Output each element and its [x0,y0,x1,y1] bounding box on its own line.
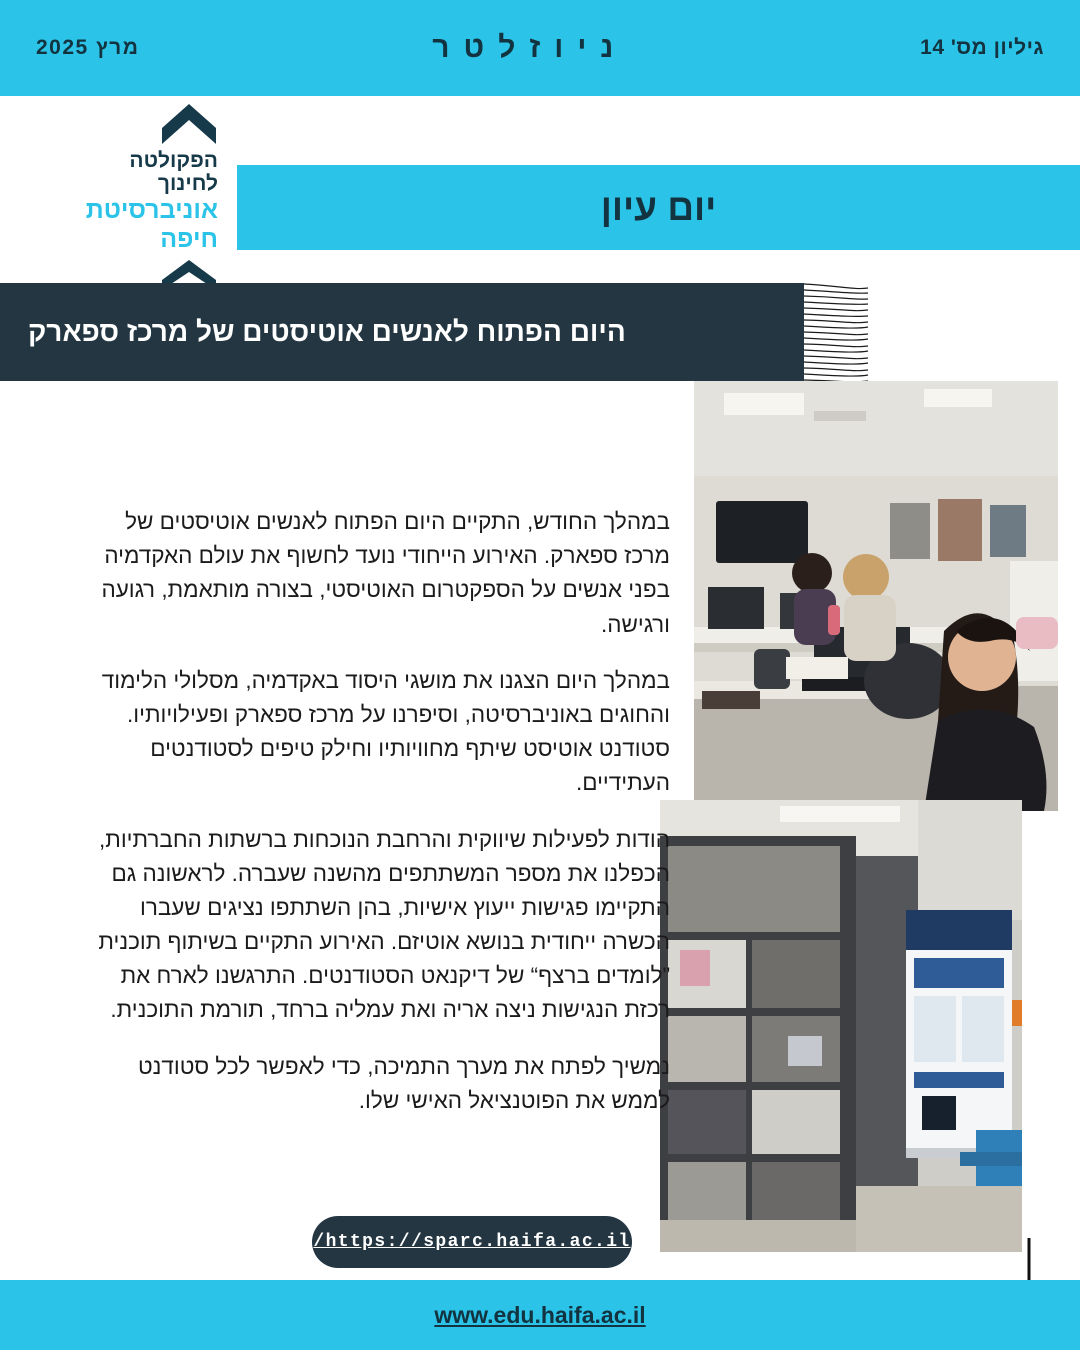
issue-date: מרץ 2025 [36,36,140,59]
photo-exhibition-stand-image [660,800,1022,1252]
university-logo [0,96,242,292]
logo-university-line2: חיפה [160,224,218,253]
chevron-up-icon [160,102,218,146]
sparc-link[interactable]: /https://sparc.haifa.ac.il [313,1232,631,1252]
logo-university-line1: אוניברסיטת [85,196,218,225]
photo-computer-lab [694,381,1058,811]
photo-computer-lab-image [694,381,1058,811]
article-paragraph-2: במהלך היום הצגנו את מושגי היסוד באקדמיה, מסלולי הלימוד והחוגים באוניברסיטה, וסיפרנו על מרכז ספארק ופעילויותיו. סטודנט אוטיסט שיתף מחוויותיו וחילק טיפים לסטודנטים העתידיים. [101,667,670,796]
newsletter-title: ניוזלטר [432,31,628,64]
top-bar [0,0,1080,96]
section-banner-label: יום עיון [600,186,717,228]
logo-faculty-line2: לחינוך [157,171,218,195]
section-banner [237,165,1080,250]
sparc-link-pill[interactable] [312,1216,632,1268]
photo-exhibition-stand [660,800,1022,1252]
article-paragraph-4: נמשיך לפתח את מערך התמיכה, כדי לאפשר לכל סטודנט לממש את הפוטנציאל האישי שלו. [137,1053,670,1113]
footer-bar [0,1280,1080,1350]
article-paragraph-3: הודות לפעילות שיווקית והרחבת הנוכחות ברשתות החברתיות, הכפלנו את מספר המשתתפים מהשנה שעברה. לראשונה גם התקיימו פגישות ייעוץ אישיות, בהן השתתפו נציגים שעברו הכשרה ייחודית בנושא אוטיזם. האירוע התקיים בשיתוף תוכנית ”לומדים ברצף“ של דיקנאט הסטודנטים. התרגשנו לארח את רכזת הנגישות ניצה אריה ואת עמליה ברחד, תורמת התוכנית. [98,826,670,1023]
issue-number: גיליון מס' 14 [920,36,1044,59]
article-headline-text: היום הפתוח לאנשים אוטיסטים של מרכז ספארק [28,316,626,347]
logo-faculty-line1: הפקולטה [129,149,218,172]
article-headline [0,283,804,381]
article-body [80,505,670,1118]
article-paragraph-1: במהלך החודש, התקיים היום הפתוח לאנשים אוטיסטים של מרכז ספארק. האירוע הייחודי נועד לחשוף את עולם האקדמיה בפני אנשים על הספקטרום האוטיסטי, בצורה מותאמת, רגועה ורגישה. [101,509,670,637]
scribble-decoration [802,280,872,384]
footer-website-link[interactable]: www.edu.haifa.ac.il [434,1301,646,1328]
